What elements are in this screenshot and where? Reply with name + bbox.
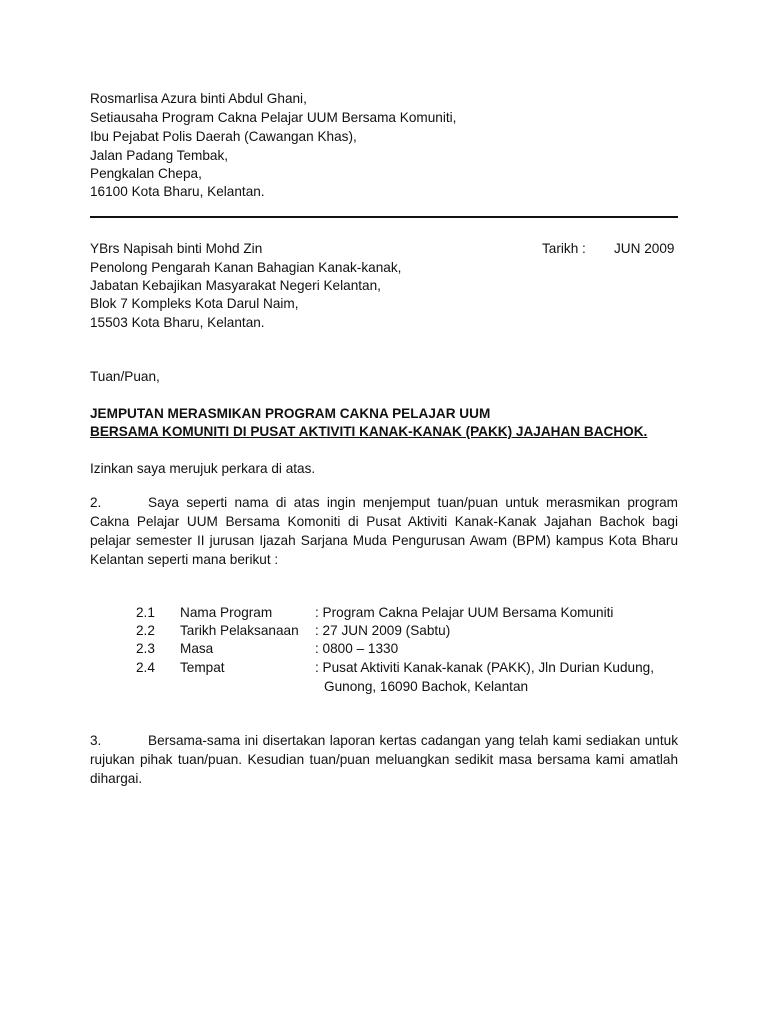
date-label: Tarikh : — [542, 241, 586, 256]
paragraph-line: rujukan pihak tuan/puan. Kesudian tuan/puan meluangkan sedikit masa bersama kami amatlah — [90, 752, 678, 767]
paragraph-line: dihargai. — [90, 771, 143, 786]
detail-number: 2.1 — [136, 605, 155, 620]
paragraph-number: 2. — [90, 495, 102, 510]
detail-value: : Program Cakna Pelajar UUM Bersama Komuniti — [315, 605, 614, 620]
recipient-address-line: Blok 7 Kompleks Kota Darul Naim, — [90, 296, 299, 311]
intro-text: Izinkan saya merujuk perkara di atas. — [90, 461, 316, 476]
recipient-name: YBrs Napisah binti Mohd Zin — [90, 241, 263, 256]
paragraph-line: Bersama-sama ini disertakan laporan kertas cadangan yang telah kami sediakan untuk — [148, 733, 678, 748]
detail-number: 2.2 — [136, 623, 155, 638]
detail-label: Masa — [180, 641, 214, 656]
recipient-address-line: 15503 Kota Bharu, Kelantan. — [90, 315, 265, 330]
header-divider — [90, 216, 678, 218]
paragraph-3 — [90, 731, 678, 788]
subject-line-1: JEMPUTAN MERASMIKAN PROGRAM CAKNA PELAJAR UUM — [90, 406, 491, 421]
detail-value: : Pusat Aktiviti Kanak-kanak (PAKK), Jln Durian Kudung, — [315, 660, 654, 675]
sender-name: Rosmarlisa Azura binti Abdul Ghani, — [90, 91, 307, 106]
sender-address-line: Pengkalan Chepa, — [90, 166, 202, 181]
salutation: Tuan/Puan, — [90, 369, 160, 384]
detail-number: 2.4 — [136, 660, 155, 675]
detail-number: 2.3 — [136, 641, 155, 656]
date-value: JUN 2009 — [614, 241, 675, 256]
subject-line-2: BERSAMA KOMUNITI DI PUSAT AKTIVITI KANAK-KANAK (PAKK) JAJAHAN BACHOK. — [90, 424, 648, 439]
sender-address-line: 16100 Kota Bharu, Kelantan. — [90, 184, 265, 199]
detail-value: : 27 JUN 2009 (Sabtu) — [315, 623, 451, 638]
recipient-title: Penolong Pengarah Kanan Bahagian Kanak-kanak, — [90, 260, 402, 275]
paragraph-line: Saya seperti nama di atas ingin menjemput tuan/puan untuk merasmikan program — [148, 495, 678, 510]
detail-label: Nama Program — [180, 605, 273, 620]
paragraph-line: Kelantan seperti mana berikut : — [90, 552, 279, 567]
recipient-address-line: Jabatan Kebajikan Masyarakat Negeri Kelantan, — [90, 278, 381, 293]
sender-title: Setiausaha Program Cakna Pelajar UUM Bersama Komuniti, — [90, 110, 457, 125]
paragraph-number: 3. — [90, 733, 102, 748]
sender-address-line: Jalan Padang Tembak, — [90, 148, 229, 163]
detail-value: : 0800 – 1330 — [315, 641, 399, 656]
paragraph-2 — [90, 493, 678, 569]
paragraph-line: Cakna Pelajar UUM Bersama Komoniti di Pusat Aktiviti Kanak-Kanak Jajahan Bachok bagi — [90, 514, 678, 529]
sender-address-line: Ibu Pejabat Polis Daerah (Cawangan Khas), — [90, 129, 357, 144]
paragraph-line: pelajar semester II jurusan Ijazah Sarjana Muda Pengurusan Awam (BPM) kampus Kota Bharu — [90, 533, 678, 548]
detail-label: Tarikh Pelaksanaan — [180, 623, 299, 638]
detail-label: Tempat — [180, 660, 225, 675]
detail-value-continued: Gunong, 16090 Bachok, Kelantan — [324, 679, 529, 694]
